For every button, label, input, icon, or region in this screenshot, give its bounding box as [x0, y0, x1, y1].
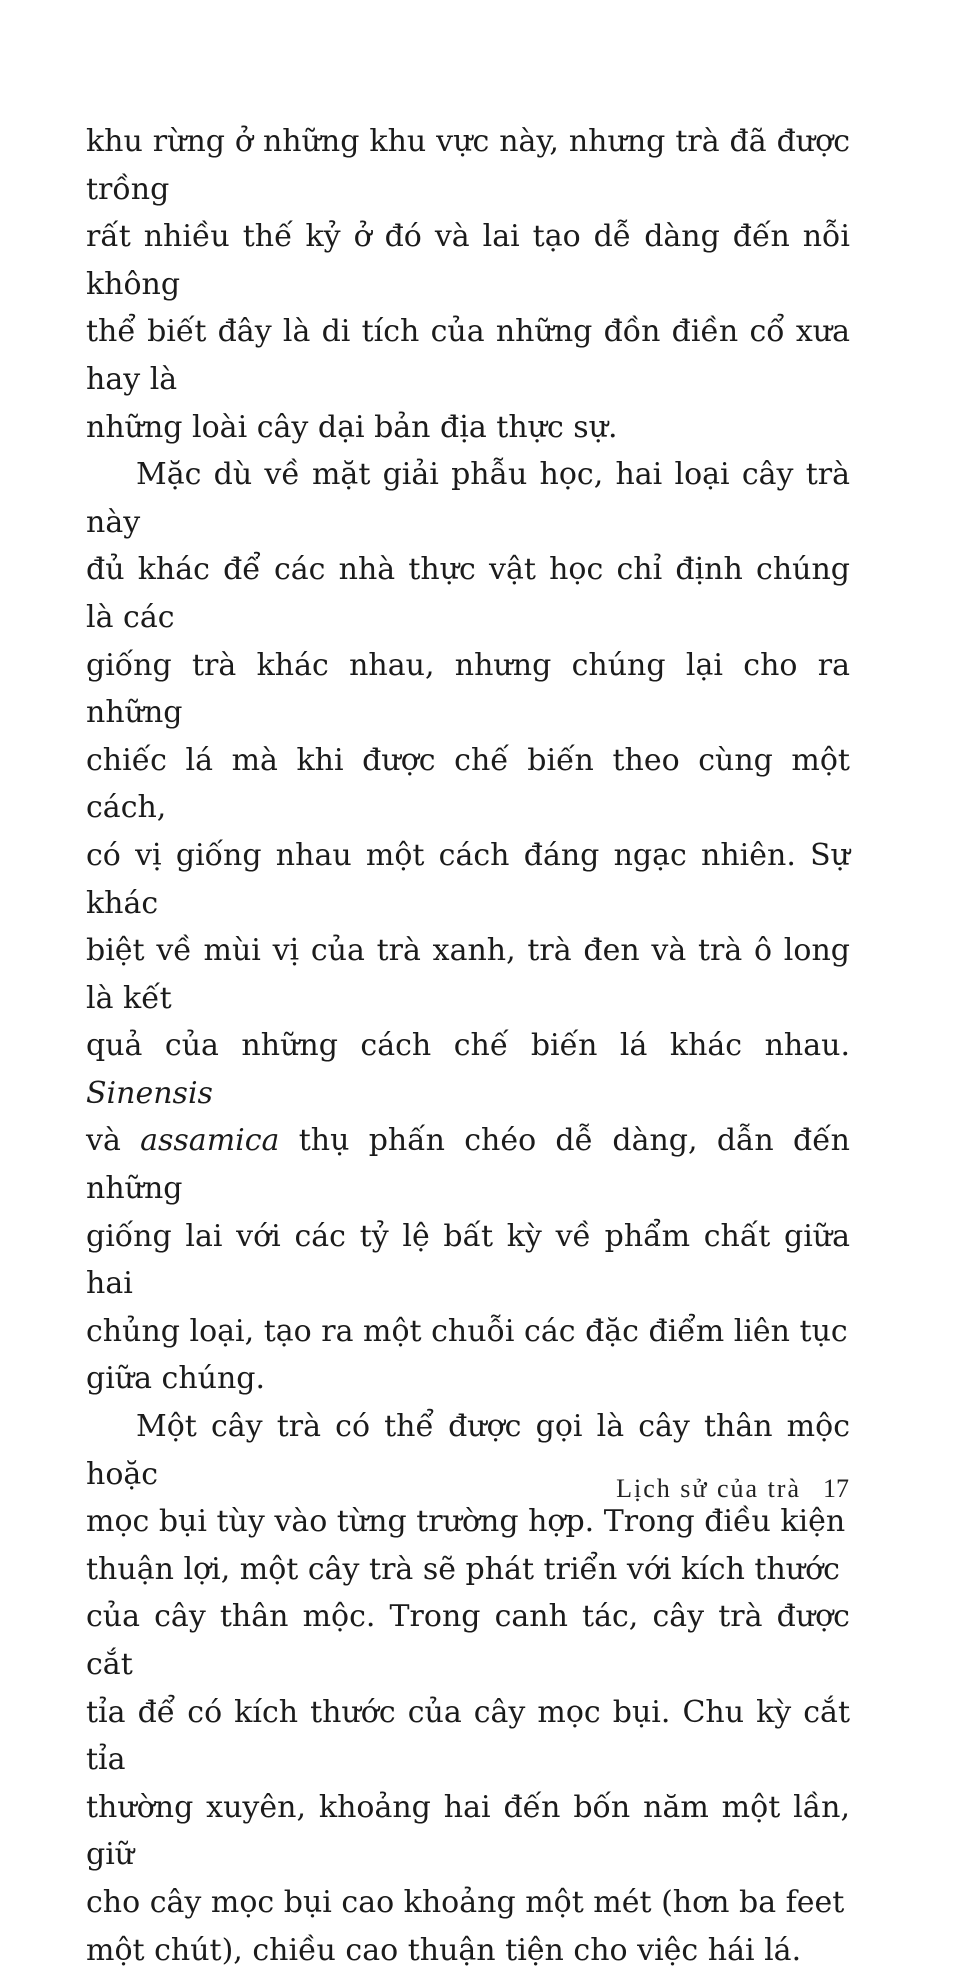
running-title: Lịch sử của trà [616, 1474, 801, 1503]
paragraph-2-term-assamica: assamica [140, 1123, 280, 1159]
paragraph-2-term-sinensis: Sinensis [86, 1075, 213, 1111]
paragraph-1-line-3: thể biết đây là di tích của những đồn điền cổ xưa hay là [86, 314, 850, 397]
paragraph-2-text-a: Mặc dù về mặt giải phẫu học, hai loại cây trà này đủ khác để các nhà thực vật học chỉ định chúng là các giống trà khác nhau, nhưng chúng lại cho ra những chiếc lá mà khi được chế biến theo cùng một cách, có vị giống nhau một cách đáng ngạc nhiên. Sự khác biệt về mùi vị của trà xanh, trà đen và trà ô long là kết quả của những cách chế biến lá khác nhau. [86, 457, 850, 1064]
page-number: 17 [823, 1474, 849, 1503]
paragraph-2-text-b: và [86, 1123, 121, 1159]
page-footer [616, 1474, 849, 1504]
paragraph-2-text-c: thụ phấn chéo dễ dàng, dẫn đến những giống lai với các tỷ lệ bất kỳ về phẩm chất giữa hai chủng loại, tạo ra một chuỗi các đặc điểm liên tục giữa chúng. [86, 1123, 850, 1397]
paragraph-1-line-4: những loài cây dại bản địa thực sự. [86, 409, 618, 445]
paragraph-1-line-2: rất nhiều thế kỷ ở đó và lai tạo dễ dàng đến nỗi không [86, 219, 850, 302]
paragraph-1 [86, 118, 850, 451]
body-text [86, 118, 850, 1974]
paragraph-2 [86, 451, 850, 1403]
paragraph-1-line-1: khu rừng ở những khu vực này, nhưng trà đã được trồng [86, 124, 850, 207]
paragraph-3: Một cây trà có thể được gọi là cây thân mộc hoặc mọc bụi tùy vào từng trường hợp. Trong điều kiện thuận lợi, một cây trà sẽ phát triển với kích thước của cây thân mộc. Trong canh tác, cây trà được cắt tỉa để có kích thước của cây mọc bụi. Chu kỳ cắt tỉa thường xuyên, khoảng hai đến bốn năm một lần, giữ cho cây mọc bụi cao khoảng một mét (hơn ba feet một chút), chiều cao thuận tiện cho việc hái lá. [86, 1409, 850, 1968]
